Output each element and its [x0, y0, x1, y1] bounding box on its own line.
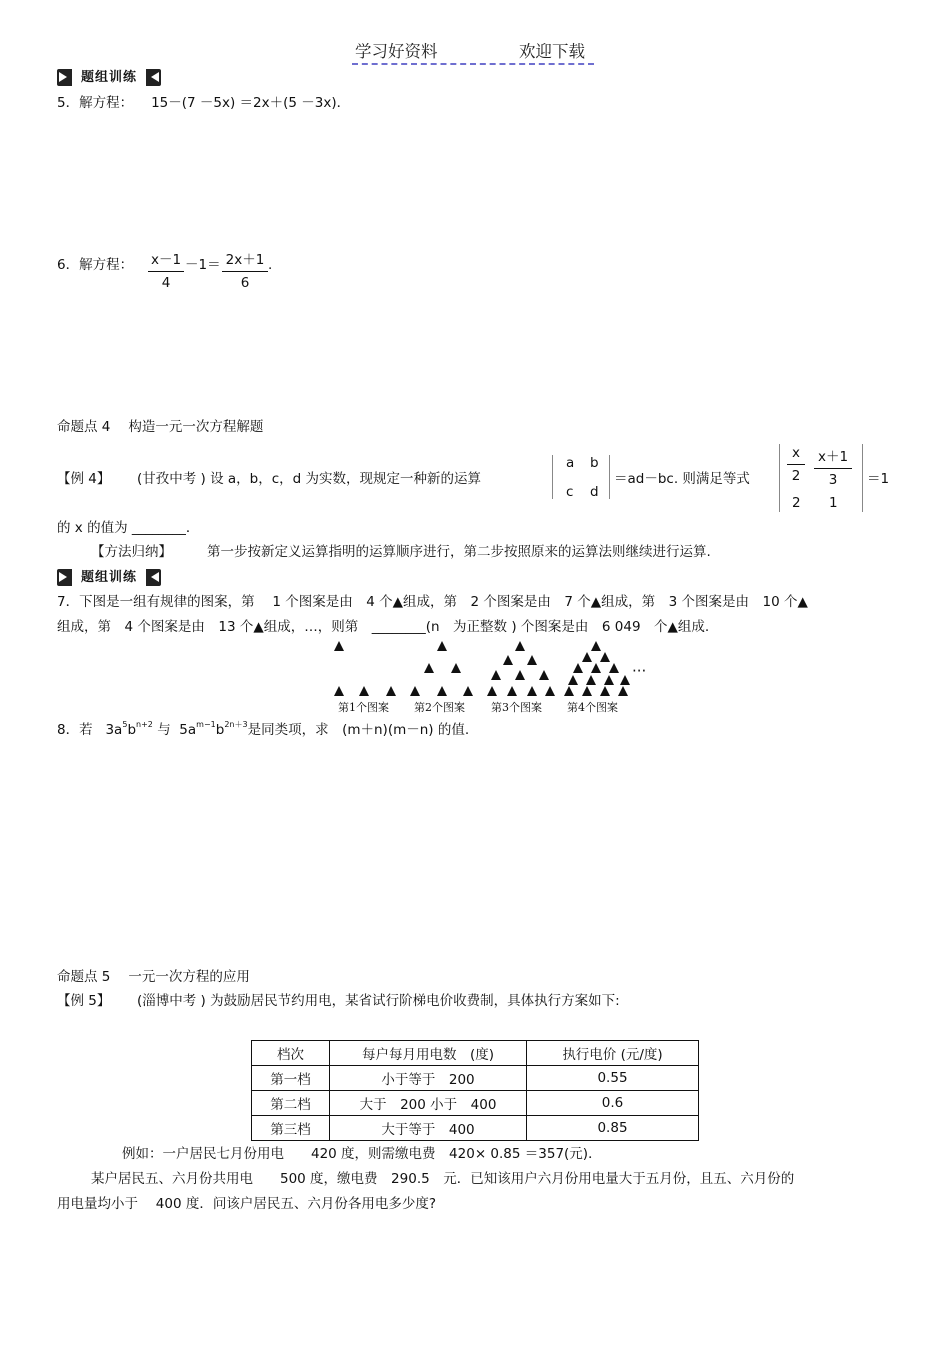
table-cell: 大于等于 400: [330, 1116, 527, 1141]
topic-label: 命题点 5: [57, 969, 111, 985]
determinant-2-top-right: [814, 445, 852, 488]
term-1-b: b: [127, 722, 137, 738]
question-5-equation: 15－(7 －5x) ＝2x＋(5 －3x)．: [151, 95, 351, 111]
question-6-middle: －1＝: [185, 257, 221, 273]
determinant-2-bottom-right: 1: [829, 495, 838, 511]
fraction-denominator: 6: [240, 275, 250, 291]
play-left-icon: [151, 72, 159, 82]
term-2-b: b: [215, 722, 225, 738]
fraction-denominator: 4: [161, 275, 171, 291]
question-5: [57, 97, 350, 111]
triangle: [568, 675, 578, 685]
triangle: [451, 663, 461, 673]
example-4-tag: 【例 4】: [57, 471, 111, 487]
example-4-text: (甘孜中考 ) 设 a，b，c，d 为实数，现规定一种新的运算: [137, 471, 482, 487]
fraction-denominator: 3: [828, 472, 838, 488]
question-6-fraction-2: [222, 248, 268, 291]
determinant-b: b: [590, 455, 599, 471]
term-2-coefficient: 5a: [179, 722, 197, 738]
example-5-tag: 【例 5】: [57, 993, 111, 1009]
example-5-note: 例如：一户居民七月份用电 420 度，则需缴电费 420× 0.85 ＝357(元)．: [122, 1146, 602, 1162]
fraction-numerator: x＋1: [817, 449, 849, 465]
triangle: [527, 655, 537, 665]
determinant-2-bottom-left: 2: [792, 495, 801, 511]
triangle: [527, 686, 537, 696]
fraction-denominator: 2: [791, 468, 801, 484]
question-8: [57, 721, 469, 738]
table-header-cell: 档次: [252, 1041, 330, 1066]
question-8-suffix: 是同类项，求 (m＋n)(m－n) 的值.: [247, 722, 470, 738]
triangle: [386, 686, 396, 696]
triangle: [604, 675, 614, 685]
table-row: [252, 1116, 699, 1141]
determinant-d: d: [590, 484, 599, 500]
table-header-cell: 执行电价 (元/度): [527, 1041, 699, 1066]
triangle: [515, 641, 525, 651]
triangle: [503, 655, 513, 665]
topic-title: 构造一元一次方程解题: [128, 419, 264, 435]
question-6-end: .: [268, 257, 273, 273]
determinant-2-right-bar: [862, 444, 863, 512]
table-header-row: [252, 1041, 699, 1066]
triangle: [582, 686, 592, 696]
question-6-fraction-1: [148, 248, 184, 291]
topic-label: 命题点 4: [57, 419, 111, 435]
triangle: [507, 686, 517, 696]
term-2-a-exponent: m−1: [196, 720, 216, 729]
table-cell: 第一档: [252, 1066, 330, 1091]
determinant-2-left-bar: [779, 444, 780, 512]
header-left-text: 学习好资料: [355, 42, 438, 61]
example-5-text: (淄博中考 ) 为鼓励居民节约用电，某省试行阶梯电价收费制，具体执行方案如下:: [137, 993, 620, 1009]
header-underline: [352, 63, 594, 65]
electricity-tier-table: [251, 1040, 699, 1141]
fraction-numerator: x: [792, 445, 800, 461]
triangle: [334, 641, 344, 651]
section-banner-1: [57, 69, 161, 86]
triangle: [334, 686, 344, 696]
section-banner-2: [57, 569, 161, 586]
example-4-equals: ＝1: [867, 471, 890, 487]
example-4-line-2: 的 x 的值为 ________．: [57, 520, 200, 536]
triangle: [487, 686, 497, 696]
banner-label: 题组训练: [70, 69, 148, 86]
table-cell: 第三档: [252, 1116, 330, 1141]
example-5-question-line-1: 某户居民五、六月份共用电 500 度，缴电费 290.5 元．已知该用户六月份用电量大于五月份，且五、六月份的: [91, 1171, 795, 1187]
topic-title: 一元一次方程的应用: [128, 969, 250, 985]
determinant-c: c: [566, 484, 574, 500]
question-5-prefix: 5．解方程：: [57, 95, 134, 111]
header-right-text: 欢迎下载: [519, 42, 585, 61]
determinant-a: a: [566, 455, 575, 471]
triangle: [618, 686, 628, 696]
pattern-label-2: 第2个图案: [414, 701, 465, 714]
example-5-question-line-2: 用电量均小于 400 度．问该户居民五、六月份各用电多少度?: [57, 1196, 437, 1212]
fraction-numerator: x－1: [150, 252, 182, 268]
play-left-icon: [151, 572, 159, 582]
determinant-left-bar: [552, 455, 553, 499]
term-1-a-exponent: 5: [122, 720, 128, 729]
question-8-connector: 与: [157, 722, 171, 738]
triangle: [600, 686, 610, 696]
table-cell: 0.6: [527, 1091, 699, 1116]
play-right-icon: [59, 72, 67, 82]
table-cell: 0.85: [527, 1116, 699, 1141]
triangle: [591, 663, 601, 673]
triangle: [620, 675, 630, 685]
topic-point-5: [57, 971, 250, 985]
triangle: [463, 686, 473, 696]
triangle: [437, 686, 447, 696]
question-8-prefix: 8．若: [57, 722, 93, 738]
triangle: [582, 652, 592, 662]
method-tag: 【方法归纳】: [91, 544, 172, 560]
table-cell: 大于 200 小于 400: [330, 1091, 527, 1116]
term-2-b-exponent: 2n＋3: [224, 720, 248, 729]
table-row: [252, 1091, 699, 1116]
pattern-label-3: 第3个图案: [491, 701, 542, 714]
method-text: 第一步按新定义运算指明的运算顺序进行，第二步按照原来的运算法则继续进行运算.: [207, 544, 711, 560]
table-cell: 0.55: [527, 1066, 699, 1091]
banner-label: 题组训练: [70, 569, 148, 586]
triangle: [591, 641, 601, 651]
fraction-numerator: 2x＋1: [225, 252, 265, 268]
determinant-right-bar: [609, 455, 610, 499]
play-right-icon: [59, 572, 67, 582]
triangle: [609, 663, 619, 673]
pattern-label-4: 第4个图案: [567, 701, 618, 714]
pattern-label-1: 第1个图案: [338, 701, 389, 714]
question-7-line-2: 组成，第 4 个图案是由 13 个▲组成，…，则第 ________(n 为正整数 ) 个图案是由 6 049 个▲组成.: [57, 619, 710, 635]
triangle: [410, 686, 420, 696]
determinant-2-top-left: [787, 445, 805, 484]
table-cell: 小于等于 200: [330, 1066, 527, 1091]
triangle: [437, 641, 447, 651]
table-row: [252, 1066, 699, 1091]
triangle: [491, 670, 501, 680]
triangle: [564, 686, 574, 696]
triangle: [424, 663, 434, 673]
table-cell: 第二档: [252, 1091, 330, 1116]
triangle: [359, 686, 369, 696]
table-header-cell: 每户每月用电数 (度): [330, 1041, 527, 1066]
triangle: [545, 686, 555, 696]
triangle: [573, 663, 583, 673]
example-4-rule: ＝ad－bc. 则满足等式: [614, 471, 750, 487]
question-7-line-1: 7．下图是一组有规律的图案，第 1 个图案是由 4 个▲组成，第 2 个图案是由 7 个▲组成，第 3 个图案是由 10 个▲: [57, 594, 808, 610]
triangle: [600, 652, 610, 662]
question-6-prefix: 6．解方程：: [57, 257, 134, 273]
pattern-ellipsis: ···: [632, 662, 647, 680]
triangle: [539, 670, 549, 680]
term-1-coefficient: 3a: [105, 722, 123, 738]
topic-point-4: [57, 421, 263, 435]
triangle: [515, 670, 525, 680]
term-1-b-exponent: n+2: [136, 720, 153, 729]
triangle: [586, 675, 596, 685]
